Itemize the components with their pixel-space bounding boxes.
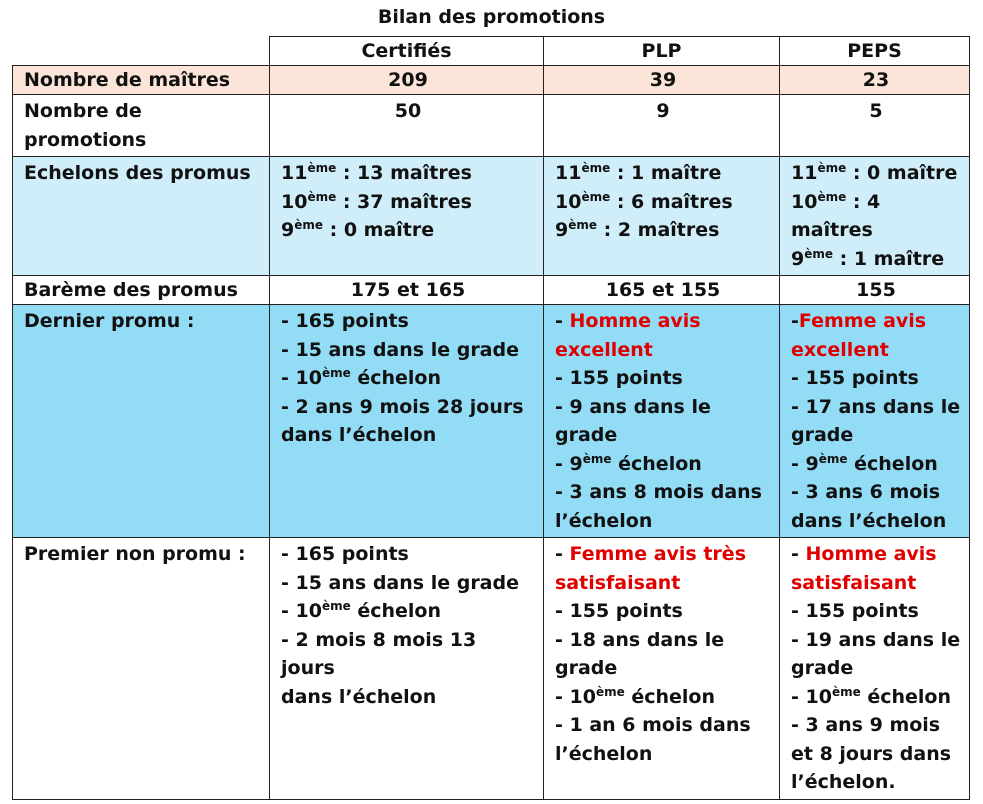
detail-line: grade [555,657,618,679]
echelon-line: 11ème : 0 maître [791,161,958,184]
detail-line: - 2 mois 8 mois 13 jours [281,628,477,679]
col-header-plp: PLP [544,37,780,66]
cell-value: 39 [544,66,780,95]
detail-line: - 9ème échelon [791,451,938,475]
detail-line: - 3 ans 9 mois [791,714,941,736]
detail-line: et 8 jours dans [791,742,952,765]
row-label-line: promotions [24,128,147,151]
detail-line: grade [791,424,854,446]
detail-line: - 10ème échelon [281,599,442,622]
cell-value: 23 [780,66,970,95]
row-label: Echelons des promus [13,157,270,276]
detail-line: - 15 ans dans le grade [281,338,519,361]
cell-value: 50 [270,95,544,157]
detail-line: - 2 ans 9 mois 28 jours [281,395,524,418]
cell-value: 5 [780,95,970,157]
echelon-line: maîtres [791,219,873,241]
cell-echelons-plp [544,157,780,276]
row-label-line: Nombre de [24,100,142,122]
echelon-line: 11ème : 13 maîtres [281,161,472,184]
cell-premier-peps [780,538,970,800]
echelon-line: 9ème : 2 maîtres [555,218,720,241]
page-title: Bilan des promotions [377,6,606,28]
cell-value: 175 et 165 [270,276,544,305]
cell-dernier-peps [780,305,970,538]
cell-value: 209 [270,66,544,95]
detail-line: satisfaisant [555,571,681,594]
row-label: Barème des promus [13,276,270,305]
detail-line: - 165 points [281,310,409,332]
detail-line: - Homme avis [791,543,937,565]
detail-line: - 15 ans dans le grade [281,571,519,594]
table-row-premier-non-promu [13,538,970,800]
detail-line: - 10ème échelon [281,366,442,389]
col-header-peps: PEPS [780,37,970,66]
row-label: Nombre de maîtres [13,66,270,95]
detail-line: - 1 an 6 mois dans [555,714,751,736]
echelon-line: 9ème : 1 maître [791,246,945,270]
detail-line: - 19 ans dans le [791,628,961,651]
cell-echelons-certifies [270,157,544,276]
detail-line: - 9 ans dans le grade [555,395,711,446]
echelon-line: 9ème : 0 maître [281,218,435,241]
detail-line: - 3 ans 6 mois [791,481,941,503]
cell-value: 155 [780,276,970,305]
echelon-line: 10ème : 37 maîtres [281,189,472,213]
row-label: Premier non promu : [13,538,270,800]
detail-line: satisfaisant [791,571,917,594]
detail-line: - 155 points [791,367,919,389]
detail-line: l’échelon [555,509,653,532]
detail-line: - 155 points [555,367,683,389]
detail-line: - 18 ans dans le [555,628,725,651]
header-row [13,37,970,66]
table-row-nombre-maitres [13,66,970,95]
corner-cell [13,37,270,66]
detail-line: l’échelon. [791,771,896,793]
detail-line: excellent [791,338,889,361]
echelon-line: 10ème : 4 [791,189,881,213]
row-label [13,95,270,157]
detail-line: - 3 ans 8 mois dans [555,481,762,503]
table-row-bareme [13,276,970,305]
detail-line: - 17 ans dans le [791,395,961,418]
echelon-line: 10ème : 6 maîtres [555,189,733,213]
table-row-echelons [13,157,970,276]
detail-line: - 9ème échelon [555,451,702,475]
detail-line: - 155 points [791,600,919,622]
detail-line: -Femme avis [791,310,927,332]
detail-line: - 10ème échelon [555,684,716,708]
cell-echelons-peps [780,157,970,276]
detail-line: excellent [555,338,653,361]
detail-line: - 155 points [555,600,683,622]
cell-value: 165 et 155 [544,276,780,305]
detail-line: - Femme avis très [555,543,746,565]
detail-line: dans l’échelon [791,509,947,532]
cell-premier-certifies [270,538,544,800]
detail-line: - 10ème échelon [791,684,952,708]
cell-premier-plp [544,538,780,800]
cell-dernier-certifies [270,305,544,538]
detail-line: - Homme avis [555,310,701,332]
promotions-table [12,36,970,800]
cell-value: 9 [544,95,780,157]
detail-line: dans l’échelon [281,424,437,446]
table-row-dernier-promu [13,305,970,538]
col-header-certifies: Certifiés [270,37,544,66]
cell-dernier-plp [544,305,780,538]
detail-line: l’échelon [555,742,653,765]
echelon-line: 11ème : 1 maître [555,161,722,184]
detail-line: - 165 points [281,543,409,565]
row-label: Dernier promu : [13,305,270,538]
detail-line: dans l’échelon [281,685,437,708]
detail-line: grade [791,657,854,679]
table-row-nombre-promotions [13,95,970,157]
